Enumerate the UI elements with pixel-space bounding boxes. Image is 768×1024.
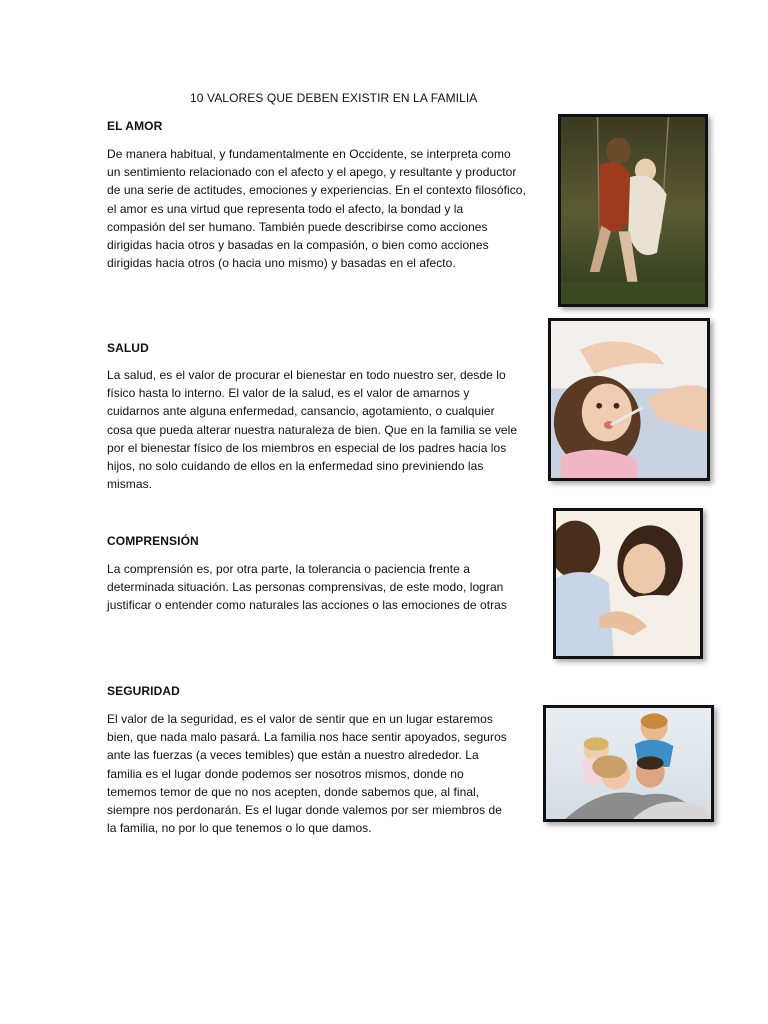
text-line: la familia, no por lo que tenemos o lo que damos. [107,821,372,836]
happy-family-photo-image [543,705,714,822]
mother-comforting-child-image [553,508,703,659]
text-line: cuidarnos ante alguna enfermedad, cansancio, agotamiento, o cualquier [107,404,495,419]
text-line: justificar o entender como naturales las acciones o las emociones de otras [107,598,507,613]
section-heading-amor: EL AMOR [107,119,163,133]
section-heading-salud: SALUD [107,341,149,355]
text-line: dirigidas hacia otros (o hacia uno mismo) y basadas en el afecto. [107,256,456,271]
text-line: La salud, es el valor de procurar el bienestar en todo nuestro ser, desde lo [107,368,506,382]
section-heading-comprension: COMPRENSIÓN [107,534,199,548]
text-line: familia es el lugar donde podemos ser nosotros mismos, donde no [107,766,464,781]
section-body-seguridad [107,710,507,837]
text-line: físico hasta lo interno. El valor de la salud, es el valor de amarnos y [107,386,470,401]
text-line: determinada situación. Las personas comprensivas, de este modo, logran [107,580,504,595]
girl-with-thermometer-image [548,318,710,481]
text-line: hijos, no solo cuidando de ellos en la enfermedad sino previniendo las [107,459,484,474]
text-line: mismas. [107,477,153,492]
section-heading-seguridad: SEGURIDAD [107,684,180,698]
text-line: La comprensión es, por otra parte, la tolerancia o paciencia frente a [107,562,470,576]
text-line: tememos temor de que no nos acepten, donde sabemos que, al final, [107,784,480,799]
section-body-comprension [107,560,507,615]
text-line: el amor es una virtud que representa todo el afecto, la bondad y la [107,201,464,216]
section-body-amor [107,145,526,272]
text-line: cosa que pueda alterar nuestra naturaleza de bien. Que en la familia se vele [107,422,518,437]
text-line: De manera habitual, y fundamentalmente en Occidente, se interpreta como [107,147,511,161]
text-line: ante las fuerzas (a veces temibles) que están a nuestro alrededor. La [107,748,479,763]
text-line: por el bienestar físico de los miembros en especial de los padres hacia los [107,440,507,455]
text-line: dirigidas hacia otros y basadas en la compasión, o bien como acciones [107,238,489,253]
text-line: El valor de la seguridad, es el valor de sentir que en un lugar estaremos [107,712,493,726]
text-line: siempre nos perdonarán. Es el lugar donde valemos por ser miembros de [107,803,502,818]
document-title: 10 VALORES QUE DEBEN EXISTIR EN LA FAMILIA [190,91,478,105]
painting-couple-swing-image [558,114,708,307]
text-line: bien, que nada malo pasará. La familia nos hace sentir apoyados, seguros [107,730,507,745]
text-line: un sentimiento relacionado con el afecto y el apego, y resultante y productor [107,165,517,180]
section-body-salud [107,366,517,493]
text-line: compasión del ser humano. También puede describirse como acciones [107,219,488,234]
text-line: de una serie de actitudes, emociones y experiencias. En el contexto filosófico, [107,183,526,198]
